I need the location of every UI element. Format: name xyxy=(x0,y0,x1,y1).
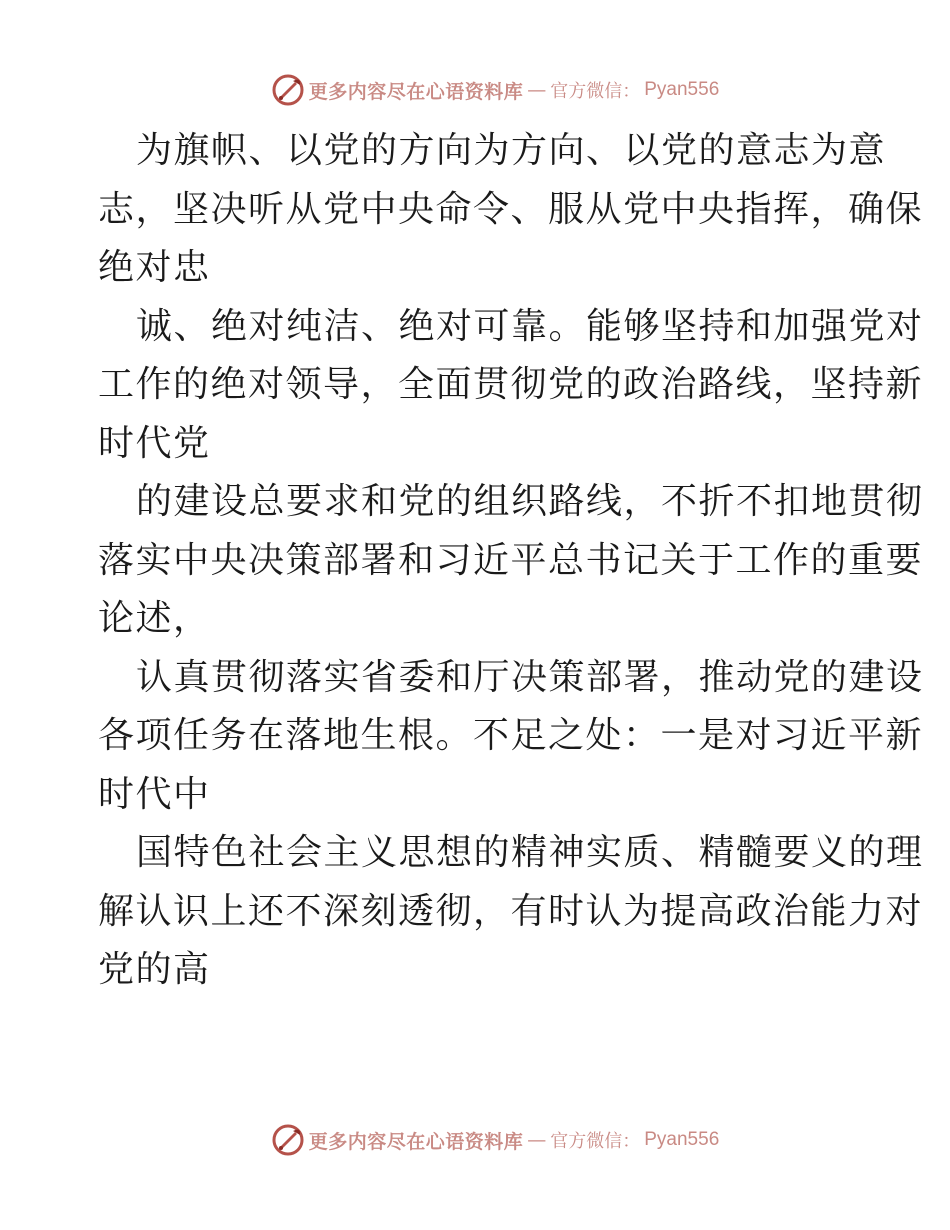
banner-dash: — xyxy=(527,79,547,101)
text-line: 认真贯彻落实省委和厅决策部署，推动党的建设 xyxy=(136,656,924,698)
text-line: 的建设总要求和党的组织路线，不折不扣地贯彻 xyxy=(136,481,924,522)
banner-main-text: 更多内容尽在心语资料库 xyxy=(308,80,524,103)
footer-banner xyxy=(0,1120,950,1160)
text-line: 各项任务在落地生根。不足之处：一是对习近平新 xyxy=(98,715,924,756)
footer-banner-content xyxy=(271,1123,720,1157)
banner-dash: — xyxy=(527,1129,547,1151)
banner-wechat-id: Pyan556 xyxy=(644,79,720,100)
quill-pen-logo-icon xyxy=(271,73,305,107)
text-line: 论述， xyxy=(98,598,211,639)
text-line: 为旗帜、以党的方向为方向、以党的意志为意 xyxy=(136,130,887,171)
banner-wechat-id: Pyan556 xyxy=(644,1129,720,1150)
text-line: 党的高 xyxy=(98,949,211,990)
banner-wechat-label: 官方微信： xyxy=(550,81,641,102)
text-line: 志，坚决听从党中央命令、服从党中央指挥，确保 xyxy=(98,188,924,230)
text-line: 国特色社会主义思想的精神实质、精髓要义的理 xyxy=(136,832,924,873)
header-banner xyxy=(0,70,950,110)
text-line: 解认识上还不深刻透彻，有时认为提高政治能力对 xyxy=(98,890,924,932)
text-line: 落实中央决策部署和习近平总书记关于工作的重要 xyxy=(98,539,924,581)
banner-main-text: 更多内容尽在心语资料库 xyxy=(308,1130,524,1153)
banner-wechat-label: 官方微信： xyxy=(550,1131,641,1152)
text-line: 绝对忠 xyxy=(98,247,211,288)
text-line: 工作的绝对领导，全面贯彻党的政治路线，坚持新 xyxy=(98,364,924,405)
text-line: 诚、绝对纯洁、绝对可靠。能够坚持和加强党对 xyxy=(136,305,924,347)
document-body xyxy=(98,122,924,1000)
header-banner-content xyxy=(271,73,720,107)
quill-pen-logo-icon xyxy=(271,1123,305,1157)
text-line: 时代中 xyxy=(98,773,211,815)
text-line: 时代党 xyxy=(98,422,211,464)
